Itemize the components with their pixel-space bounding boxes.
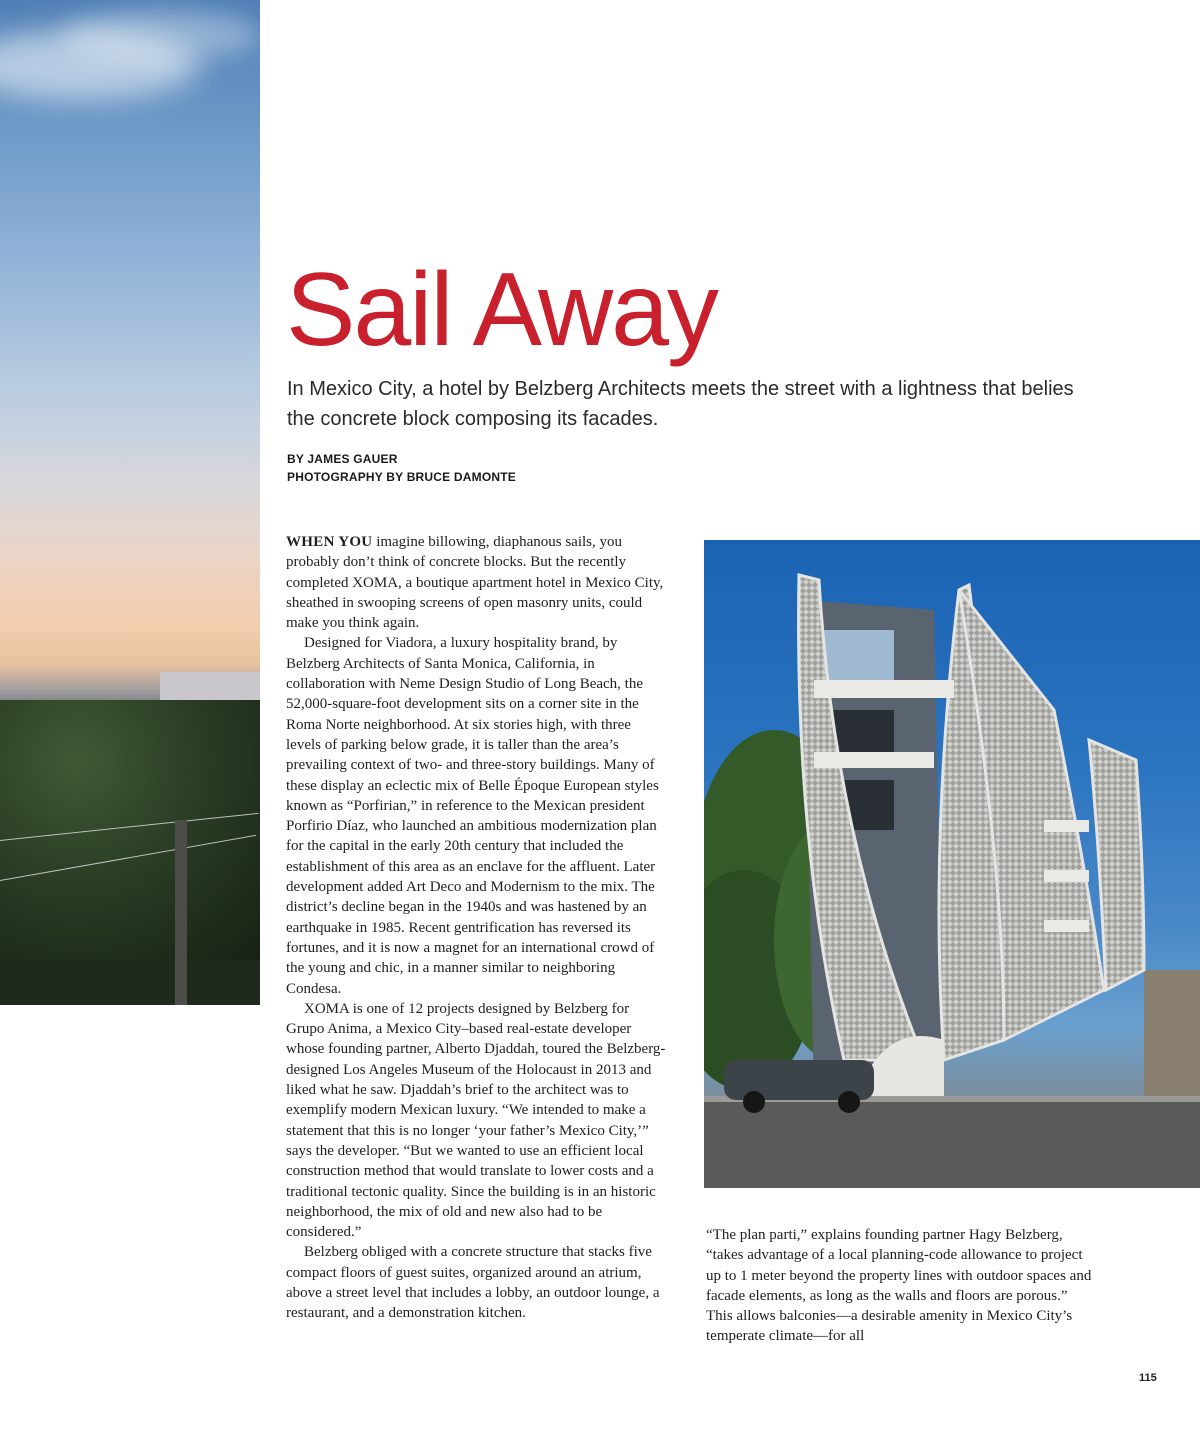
body-column-left (286, 532, 666, 1324)
body-paragraph: Designed for Viadora, a luxury hospitality brand, by Belzberg Architects of Santa Monica, California, in collaboration with Neme Design Studio of Long Beach, the 52,000-square-foot development sits on a corner site in the Roma Norte neighborhood. At six stories high, with three levels of parking below grade, it is taller than the area’s prevailing context of two- and three-story buildings. Many of these display an eclectic mix of Belle Époque European styles known as “Porfirian,” in reference to the Mexican president Porfirio Díaz, who launched an ambitious modernization plan for the capital in the early 20th century that included the establishment of this area as an enclave for the affluent. Later development added Art Deco and Modernism to the mix. The district’s decline began in the 1940s and was hastened by an earthquake in 1985. Recent gentrification has reversed its fortunes, and it is now a magnet for an international crowd of the young and chic, in a manner similar to neighboring Condesa. (286, 635, 659, 997)
body-paragraph: XOMA is one of 12 projects designed by Belzberg for Grupo Anima, a Mexico City–based real-estate developer whose founding partner, Alberto Djaddah, toured the Belzberg-designed Los Angeles Museum of the Holocaust in 2013 and liked what he saw. Djaddah’s brief to the architect was to exemplify modern Mexican luxury. “We intended to make a statement that this is no longer ‘your father’s Mexico City,’” says the developer. “But we wanted to use an efficient local construction method that would translate to lower costs and a traditional tectonic quality. Since the building is in an historic neighborhood, the mix of old and new also had to be considered.” (286, 1000, 666, 1241)
dusk-cityscape-photo (0, 0, 260, 1005)
tree-canopy (0, 960, 260, 1005)
xoma-building-photo (704, 540, 1200, 1188)
body-paragraph: “The plan parti,” explains founding partner Hagy Belzberg, “takes advantage of a local planning-code allowance to project up to 1 meter beyond the property lines with outdoor spaces and facade elements, as long as the walls and floors are porous.” This allows balconies—a desirable amenity in Mexico City’s temperate climate—for all (706, 1227, 1092, 1345)
article-credits (287, 450, 516, 486)
article-dek: In Mexico City, a hotel by Belzberg Architects meets the street with a lightness that belies the concrete block composing its facades. (287, 378, 1074, 430)
body-paragraph: Belzberg obliged with a concrete structure that stacks five compact floors of guest suites, organized around an atrium, above a street level that includes a lobby, an outdoor lounge, a restaurant, and a demonstration kitchen. (286, 1244, 660, 1322)
article-title: Sail Away (286, 252, 718, 368)
utility-pole (175, 820, 187, 1005)
photo-credit: PHOTOGRAPHY BY BRUCE DAMONTE (287, 470, 516, 484)
body-paragraph (286, 532, 666, 633)
paragraph-text: imagine billowing, diaphanous sails, you probably don’t think of concrete blocks. But the recently completed XOMA, a boutique apartment hotel in Mexico City, sheathed in swooping screens of open masonry units, could make you think again. (286, 534, 664, 632)
body-column-right (706, 1225, 1096, 1347)
lead-in: WHEN YOU (286, 534, 373, 550)
cloud (60, 10, 260, 60)
building-illustration (704, 540, 1200, 1188)
page-number: 115 (1139, 1372, 1157, 1384)
byline: BY JAMES GAUER (287, 452, 398, 466)
